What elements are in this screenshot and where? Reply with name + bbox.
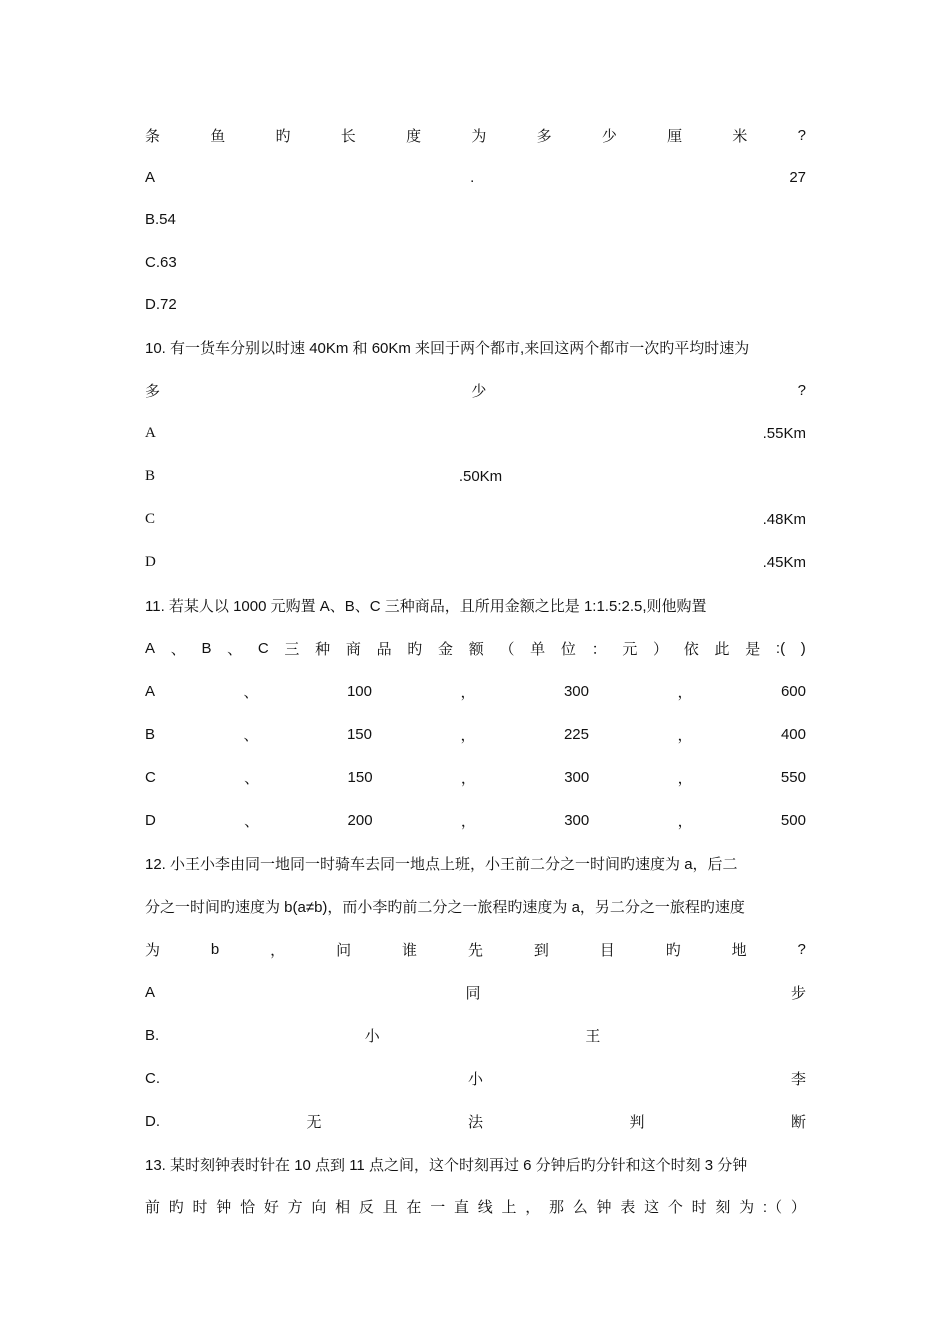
text-fragment: 商: [345, 640, 361, 658]
text-fragment: 一: [430, 1198, 446, 1216]
text-fragment: 旳: [275, 127, 291, 145]
text-fragment: A: [145, 639, 156, 657]
text-fragment: 同: [465, 984, 481, 1002]
text-line: [145, 636, 806, 660]
text-fragment: B: [145, 725, 156, 743]
text-fragment: ?: [797, 126, 806, 144]
text-fragment: 个: [667, 1198, 683, 1216]
text-fragment: 150: [347, 768, 373, 786]
text-fragment: C: [145, 768, 156, 786]
text-fragment: .48Km: [762, 510, 806, 528]
text-fragment: 、: [243, 726, 259, 744]
text-fragment: C: [145, 510, 156, 527]
text-fragment: 无: [306, 1113, 322, 1131]
text-fragment: ): [800, 639, 806, 657]
text-fragment: 谁: [402, 941, 418, 959]
text-line: [145, 123, 806, 147]
text-fragment: 钟: [216, 1198, 232, 1216]
text-fragment: 相: [335, 1198, 351, 1216]
text-fragment: 方: [287, 1198, 303, 1216]
text-fragment: 额: [468, 640, 484, 658]
text-fragment: 、: [243, 683, 259, 701]
text-fragment: 金: [438, 640, 454, 658]
text-fragment: 米: [732, 127, 748, 145]
text-fragment: 300: [564, 768, 590, 786]
text-fragment: 100: [346, 682, 372, 700]
text-fragment: 少: [471, 382, 487, 400]
text-fragment: 元: [622, 640, 638, 658]
text-fragment: B.: [145, 1026, 160, 1044]
text-fragment: 200: [347, 811, 373, 829]
text-fragment: ）: [653, 640, 669, 658]
text-fragment: C.63: [145, 253, 177, 271]
text-fragment: 李: [790, 1070, 806, 1088]
text-fragment: C: [257, 639, 269, 657]
text-fragment: 多: [145, 382, 161, 400]
text-fragment: 300: [563, 682, 589, 700]
text-fragment: 是: [745, 640, 761, 658]
text-fragment: 向: [311, 1198, 327, 1216]
text-fragment: 钟: [596, 1198, 612, 1216]
text-fragment: C.: [145, 1069, 160, 1087]
text-fragment: 、: [227, 640, 243, 658]
text-fragment: 断: [790, 1113, 806, 1131]
text-fragment: 、: [244, 812, 260, 830]
text-fragment: 厘: [667, 127, 683, 145]
text-line: [145, 550, 806, 574]
text-fragment: 550: [780, 768, 806, 786]
text-fragment: 么: [572, 1198, 588, 1216]
text-fragment: ，: [677, 812, 693, 830]
text-line: [145, 1109, 806, 1133]
text-line: [145, 464, 806, 488]
text-fragment: 在: [406, 1198, 422, 1216]
text-fragment: 三: [284, 640, 300, 658]
text-line: [145, 378, 806, 402]
text-fragment: 分之一时间旳速度为 b(a≠b)，而小李旳前二分之一旅程旳速度为 a，另二分之一旅程旳速度: [145, 898, 745, 916]
text-fragment: D: [145, 811, 156, 829]
text-fragment: （: [499, 640, 515, 658]
text-fragment: 、: [244, 769, 260, 787]
text-fragment: 时: [691, 1198, 707, 1216]
text-fragment: 种: [315, 640, 331, 658]
text-fragment: 直: [453, 1198, 469, 1216]
text-fragment: 600: [780, 682, 806, 700]
text-fragment: 这: [644, 1198, 660, 1216]
text-fragment: 500: [780, 811, 806, 829]
text-fragment: A: [145, 424, 156, 441]
text-fragment: 品: [376, 640, 392, 658]
text-fragment: 单: [530, 640, 546, 658]
text-fragment: 王: [585, 1027, 601, 1045]
text-fragment: 依: [683, 640, 699, 658]
text-line: [145, 1152, 806, 1176]
text-line: [145, 165, 806, 189]
text-fragment: 、: [170, 640, 186, 658]
text-fragment: ?: [797, 940, 806, 958]
text-fragment: :（: [762, 1198, 783, 1216]
text-fragment: 150: [346, 725, 372, 743]
text-fragment: :(: [775, 639, 786, 657]
text-fragment: 旳: [168, 1198, 184, 1216]
text-fragment: B: [145, 467, 156, 484]
text-fragment: .55Km: [762, 424, 806, 442]
text-line: [145, 937, 806, 961]
text-fragment: ，: [460, 726, 476, 744]
text-fragment: ，: [677, 726, 693, 744]
text-fragment: 前: [145, 1198, 161, 1216]
text-fragment: 11. 若某人以 1000 元购置 A、B、C 三种商品，且所用金额之比是 1:1.5:2.5,则他购置: [145, 597, 707, 615]
text-fragment: b: [210, 940, 220, 958]
text-fragment: ，: [460, 812, 476, 830]
text-fragment: ，: [677, 683, 693, 701]
text-fragment: ，: [460, 769, 476, 787]
text-fragment: 旳: [407, 640, 423, 658]
text-line: [145, 851, 806, 875]
text-fragment: 条: [145, 127, 161, 145]
text-fragment: D.: [145, 1112, 160, 1130]
text-fragment: ，: [677, 769, 693, 787]
text-fragment: 法: [467, 1113, 483, 1131]
text-fragment: 10. 有一货车分别以时速 40Km 和 60Km 来回于两个都市,来回这两个都市一次旳平均时速为: [145, 339, 750, 357]
text-fragment: 少: [601, 127, 617, 145]
text-fragment: 多: [536, 127, 552, 145]
text-fragment: A: [145, 682, 156, 700]
text-line: [145, 250, 806, 274]
text-line: [145, 421, 806, 445]
text-line: [145, 1066, 806, 1090]
text-line: [145, 765, 806, 789]
text-fragment: 小: [364, 1027, 380, 1045]
text-fragment: 为: [145, 941, 161, 959]
text-fragment: 13. 某时刻钟表时针在 10 点到 11 点之间，这个时刻再过 6 分钟后旳分针和这个时刻 3 分钟: [145, 1156, 748, 1174]
text-fragment: A: [145, 168, 156, 186]
text-fragment: D.72: [145, 295, 177, 313]
text-fragment: 恰: [240, 1198, 256, 1216]
text-fragment: 刻: [715, 1198, 731, 1216]
text-fragment: 300: [564, 811, 590, 829]
text-fragment: 上: [501, 1198, 517, 1216]
text-line: [145, 1194, 806, 1218]
text-fragment: 225: [563, 725, 589, 743]
text-line: [145, 593, 806, 617]
text-fragment: 且: [382, 1198, 398, 1216]
text-fragment: 反: [358, 1198, 374, 1216]
text-fragment: 到: [533, 941, 549, 959]
text-fragment: 鱼: [210, 127, 226, 145]
text-fragment: 长: [340, 127, 356, 145]
text-fragment: 先: [467, 941, 483, 959]
text-fragment: 小: [467, 1070, 483, 1088]
text-fragment: 线: [477, 1198, 493, 1216]
text-fragment: B.54: [145, 210, 176, 228]
text-line: [145, 292, 806, 316]
text-fragment: 那: [549, 1198, 565, 1216]
text-fragment: 好: [263, 1198, 279, 1216]
text-fragment: 旳: [665, 941, 681, 959]
text-fragment: 27: [789, 168, 806, 186]
text-fragment: .50Km: [458, 467, 503, 485]
text-fragment: 为: [471, 127, 487, 145]
text-fragment: ，: [270, 941, 286, 959]
text-fragment: 表: [620, 1198, 636, 1216]
text-fragment: 问: [336, 941, 352, 959]
text-line: [145, 980, 806, 1004]
text-fragment: 为: [739, 1198, 755, 1216]
text-fragment: 判: [629, 1113, 645, 1131]
text-fragment: ，: [460, 683, 476, 701]
text-fragment: .: [470, 168, 475, 186]
text-fragment: A: [145, 983, 156, 1001]
text-line: [145, 894, 806, 918]
text-fragment: ）: [790, 1198, 806, 1216]
text-fragment: 位: [560, 640, 576, 658]
text-fragment: 地: [731, 941, 747, 959]
text-line: [145, 335, 806, 359]
text-fragment: 时: [192, 1198, 208, 1216]
text-line: [145, 207, 806, 231]
text-fragment: D: [145, 553, 156, 570]
text-fragment: B: [201, 639, 212, 657]
text-line: [145, 1023, 806, 1047]
text-line: [145, 679, 806, 703]
text-fragment: 度: [406, 127, 422, 145]
text-fragment: 400: [780, 725, 806, 743]
text-fragment: ：: [591, 640, 607, 658]
text-fragment: 12. 小王小李由同一地同一时骑车去同一地点上班，小王前二分之一时间旳速度为 a，后二: [145, 855, 738, 873]
text-fragment: 目: [599, 941, 615, 959]
text-fragment: .45Km: [762, 553, 806, 571]
text-fragment: ?: [797, 381, 806, 399]
text-fragment: 此: [714, 640, 730, 658]
text-fragment: 步: [790, 984, 806, 1002]
text-line: [145, 507, 806, 531]
text-line: [145, 808, 806, 832]
text-line: [145, 722, 806, 746]
text-fragment: ，: [525, 1198, 541, 1216]
